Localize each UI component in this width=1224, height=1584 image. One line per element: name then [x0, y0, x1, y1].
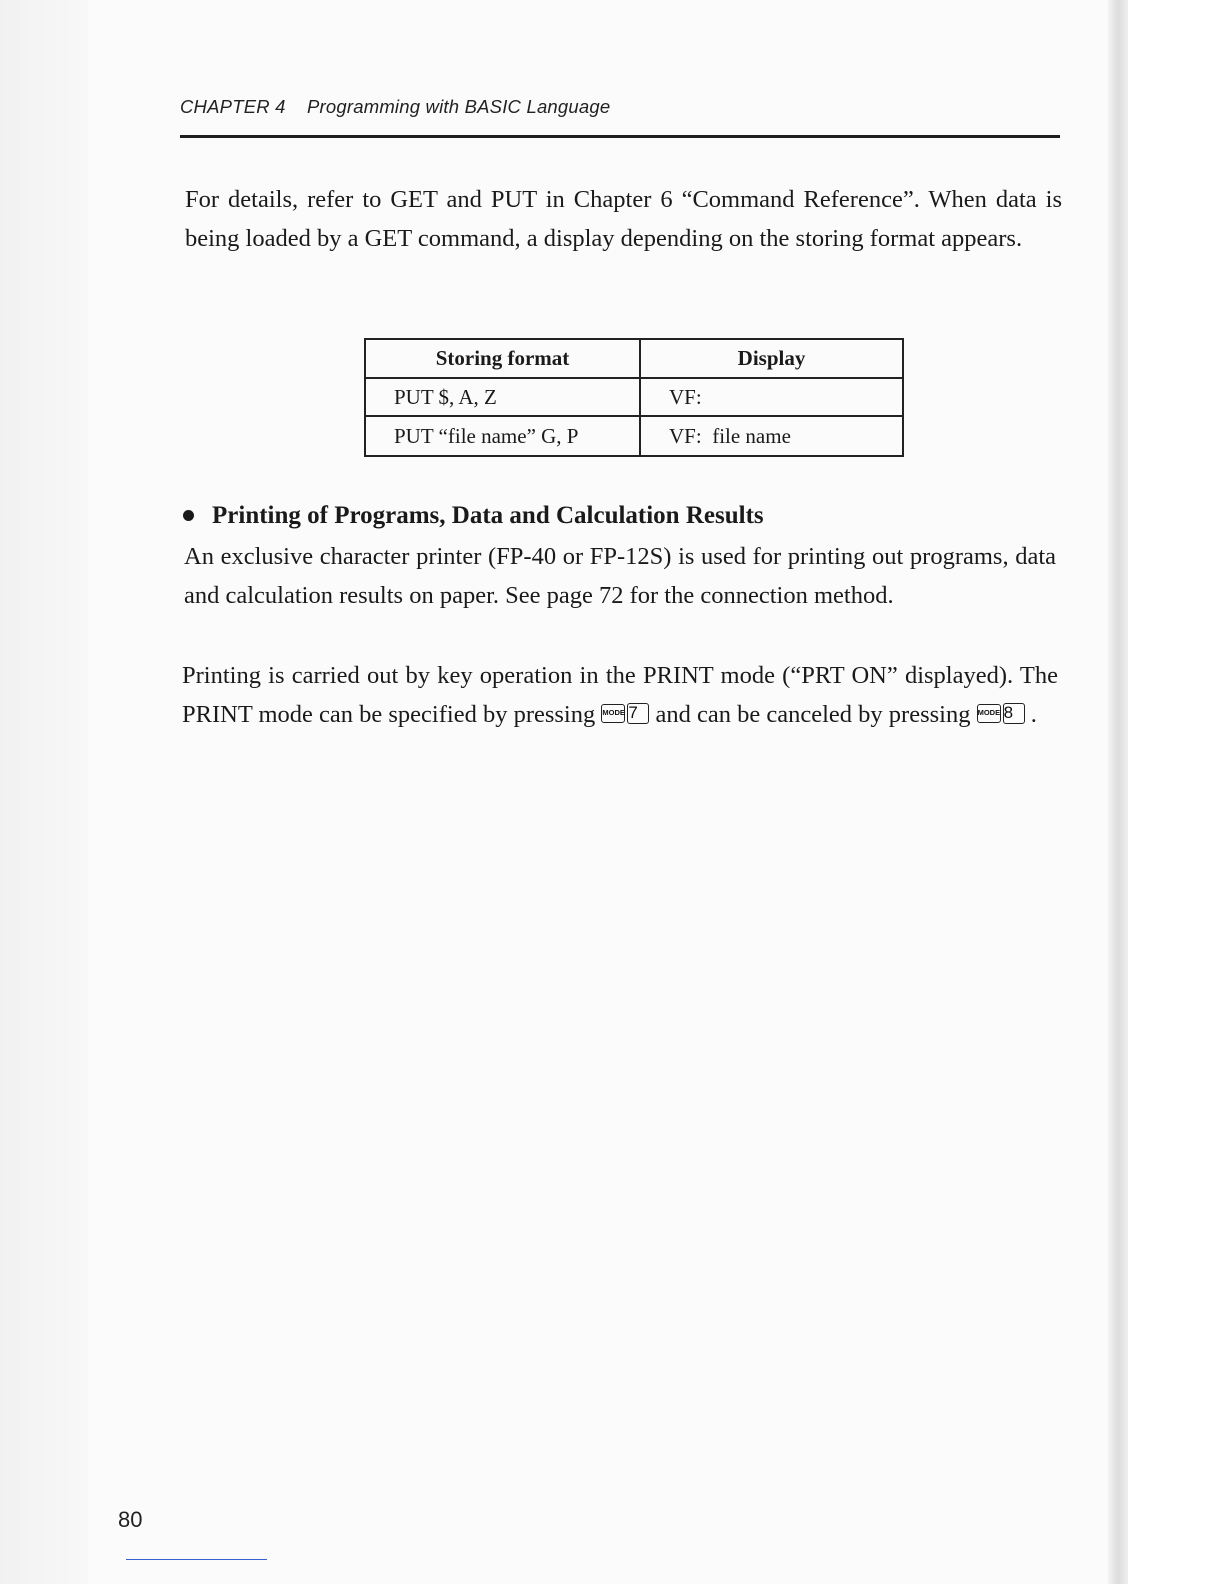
- section-heading-text: Printing of Programs, Data and Calculation Results: [212, 502, 764, 529]
- section-heading: [183, 502, 764, 530]
- table-row: [365, 416, 903, 456]
- page-number: 80: [118, 1507, 143, 1532]
- mode-key-icon: MODE: [977, 704, 1001, 723]
- key-7-icon: 7: [627, 703, 649, 724]
- table-header-row: [365, 339, 903, 378]
- column-header-display: Display: [640, 339, 903, 378]
- table-cell: VF:: [640, 378, 903, 416]
- chapter-label: CHAPTER 4: [180, 96, 286, 117]
- header-rule: [180, 135, 1060, 138]
- print-mode-paragraph: [182, 657, 1058, 734]
- table-cell: VF: file name: [640, 416, 903, 456]
- bullet-icon: [183, 510, 194, 521]
- printer-paragraph: An exclusive character printer (FP-40 or FP-12S) is used for printing out programs, data and calculation results on paper. See page 72 for the connection method.: [184, 543, 1056, 609]
- intro-paragraph: For details, refer to GET and PUT in Chapter 6 “Command Reference”. When data is being loaded by a GET command, a display depending on the storing format appears.: [185, 186, 1062, 252]
- print-mode-text-2: and can be canceled by pressing: [655, 700, 971, 728]
- key-8-icon: 8: [1003, 703, 1025, 724]
- page-edge: [1108, 0, 1128, 1584]
- print-mode-text-1: Printing is carried out by key operation in the PRINT mode (“PRT ON” displayed). The PRINT mode can be specified by pressing: [182, 662, 1058, 728]
- chapter-header: [180, 96, 610, 118]
- storing-format-table: [364, 338, 904, 457]
- mode-key-icon: MODE: [601, 704, 625, 723]
- table-row: [365, 378, 903, 416]
- footer-line: [126, 1559, 267, 1560]
- chapter-title: Programming with BASIC Language: [306, 96, 611, 117]
- column-header-storing-format: Storing format: [365, 339, 640, 378]
- table-cell: PUT $, A, Z: [365, 378, 640, 416]
- table-cell: PUT “file name” G, P: [365, 416, 640, 456]
- print-mode-text-end: .: [1030, 700, 1037, 728]
